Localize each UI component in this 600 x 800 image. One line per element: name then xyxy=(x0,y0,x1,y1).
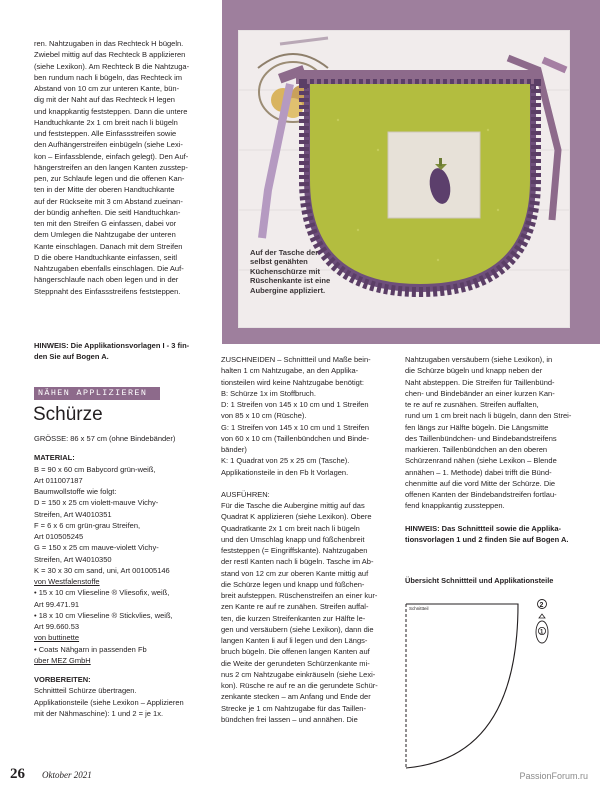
text-line: dem Umlegen die Nahtzugabe der unteren xyxy=(34,230,176,240)
text-line: fen längs zur Hälfte bügeln. Die Längsmitte xyxy=(405,422,549,432)
text-line: halten 1 cm Nahtzugabe, an den Applika- xyxy=(221,366,359,376)
text-line: ben rundum nach li bügeln, das Rechteck im xyxy=(34,72,183,82)
text-line: rund um 1 cm breit nach li bügeln, dann den Strei- xyxy=(405,411,572,421)
text-line: dig mit der Naht auf das Rechteck H legen xyxy=(34,95,175,105)
text-line: B: Schürze 1x im Stoffbruch. xyxy=(221,388,316,398)
text-line: und feststeppen. Alle Einfassstreifen sowie xyxy=(34,129,177,138)
issue-date: Oktober 2021 xyxy=(42,770,92,780)
text-line: ten, die kurzen Streifenkanten zur Hälfte le- xyxy=(221,613,366,623)
instructions-column xyxy=(221,354,399,725)
pattern-overview xyxy=(400,590,596,784)
text-line: Kante einschlagen. Danach mit dem Streifen xyxy=(34,241,183,251)
text-line: Quadrat K applizieren (siehe Lexikon). Obere xyxy=(221,512,372,522)
text-line: Nahtzugaben versäubern (siehe Lexikon), in xyxy=(405,355,553,364)
material-line: Art 010505245 xyxy=(34,532,84,541)
material-line: B = 90 x 60 cm Babycord grün-weiß, xyxy=(34,464,156,474)
text-line: die Schürze bügeln und knapp neben der xyxy=(405,366,543,376)
text-line: te re auf re zusnähen. Streifen auffalten, xyxy=(405,400,539,409)
schema-part-label: Schnittteil xyxy=(409,606,429,611)
text-line: von 60 x 10 cm (Taillenbündchen und Binde- xyxy=(221,433,370,443)
text-line: bruch bügeln. Die offenen langen Kanten auf xyxy=(221,647,370,657)
material-line: Art 011007187 xyxy=(34,475,83,485)
text-line: Naht absteppen. Die Streifen für Taillenbünd- xyxy=(405,377,555,387)
photo-caption xyxy=(250,248,372,295)
text-line: der bündig anheften. Die seitl Handtuchkan- xyxy=(34,207,181,217)
material-line: • 15 x 10 cm Vlieseline ® Vliesofix, weiß, xyxy=(34,588,170,598)
text-line: der restl Kanten nach li bügeln. Tasche im Ab- xyxy=(221,557,374,567)
text-line: kon – Einfassblende, einfach gelegt). Den Auf- xyxy=(34,151,189,161)
schema-title: Übersicht Schnittteil und Applikationsteile xyxy=(405,576,554,585)
material-line: • 18 x 10 cm Vlieseline ® Stickvlies, weiß, xyxy=(34,610,173,620)
watermark: PassionForum.ru xyxy=(519,771,588,781)
text-line: auf der Rückseite mit 3 cm Abstand zueinan- xyxy=(34,196,183,206)
material-line: G = 150 x 25 cm mauve-violett Vichy- xyxy=(34,543,159,553)
hint-line: tionsvorlagen 1 und 2 finden Sie auf Bogen A. xyxy=(405,534,569,544)
text-line: K: 1 Quadrat von 25 x 25 cm (Tasche). xyxy=(221,456,350,466)
text-line: D: 1 Streifen von 145 x 10 cm und 1 Streifen xyxy=(221,400,369,409)
hint-line: den Sie auf Bogen A. xyxy=(34,352,109,362)
text-line: Applikationsteile in den Fb lt Vorlagen. xyxy=(221,467,349,477)
instructions-column-end xyxy=(405,354,585,545)
text-line: tionsteilen wird keine Nahtzugabe benötigt: xyxy=(221,377,365,387)
text-line: Schürzenrand nähen (siehe Lexikon – Blende xyxy=(405,456,557,466)
material-line: Applikationsteile (siehe Lexikon – Applizieren xyxy=(34,697,184,707)
material-line: D = 150 x 25 cm violett-mauve Vichy- xyxy=(34,498,159,508)
text-line: breit aufsteppen. Rüschenstreifen an einer kur- xyxy=(221,591,378,600)
text-line: und knappkantig feststeppen. Dann die untere xyxy=(34,106,188,116)
material-line xyxy=(34,444,218,452)
material-line: K = 30 x 30 cm sand, uni, Art 001005146 xyxy=(34,565,170,575)
text-line: Strecke je 1 cm Nahtzugabe für das Taillen- xyxy=(221,703,366,713)
text-line: zenkante stecken – am Anfang und Ende der xyxy=(221,692,371,702)
text-line: ZUSCHNEIDEN – Schnittteil und Maße bein- xyxy=(221,355,371,364)
material-line: von Westfalenstoffe xyxy=(34,577,100,586)
material-line: Streifen, Art W4010351 xyxy=(34,509,112,519)
text-line: ren. Nahtzugaben in das Rechteck H bügeln. xyxy=(34,39,184,48)
hint-line: HINWEIS: Die Applikationsvorlagen I - 3 fin- xyxy=(34,341,190,350)
text-line: Steppnaht des Einfassstreifens feststeppen. xyxy=(34,286,181,296)
text-line: chen- und Bindebänder an einer kurzen Kan- xyxy=(405,388,555,398)
hint-line: HINWEIS: Das Schnittteil sowie die Applika- xyxy=(405,523,561,533)
instructions-lines xyxy=(405,354,585,512)
material-line xyxy=(34,666,218,674)
text-line: D die obere Handtuchkante einfassen, seitl xyxy=(34,252,178,262)
text-line: nus 2 cm Nahtzugabe einkräuseln (siehe Lexi- xyxy=(221,669,376,679)
material-line: Art 99.660.53 xyxy=(34,622,80,631)
text-line: AUSFÜHREN: xyxy=(221,489,270,499)
text-line: langen Kanten li auf li legen und den Längs- xyxy=(221,636,368,645)
text-line: die Schürze legen und knapp und füßchen- xyxy=(221,579,365,589)
section-tag: NÄHEN APPLIZIEREN xyxy=(34,387,160,400)
caption-line: selbst genähten xyxy=(250,257,308,267)
material-line: GRÖSSE: 86 x 57 cm (ohne Bindebänder) xyxy=(34,434,176,443)
text-line: (siehe Lexikon). Am Rechteck B die Nahtzuga- xyxy=(34,61,190,71)
material-line: Baumwollstoffe wie folgt: xyxy=(34,487,117,496)
text-line: Quadratkante 2x 1 cm breit nach li bügeln xyxy=(221,523,360,533)
caption-line: Auf der Tasche der xyxy=(250,248,319,257)
text-line: den Aufhängerstreifen einbügeln (siehe Lexi- xyxy=(34,140,183,150)
text-line: Handtuchkante 2x 1 cm breit nach li bügeln xyxy=(34,117,178,127)
text-line xyxy=(221,478,399,489)
text-line: feststeppen (= Eingriffskante). Nahtzugaben xyxy=(221,546,368,555)
caption-line: Rüschenkante ist eine xyxy=(250,276,331,286)
page-number: 26 xyxy=(10,766,25,782)
text-line: ten mit den Streifen G einfassen, dabei vor xyxy=(34,219,177,228)
text-line: hängerstreifen an den langen Kanten zusstep- xyxy=(34,162,188,172)
text-line: von 85 x 10 cm (Rüsche). xyxy=(221,411,307,421)
text-line: ten in der Mitte der oberen Handtuchkante xyxy=(34,185,175,195)
text-line: kon). Rüsche re auf re an die gerundete Schür- xyxy=(221,681,378,690)
material-line: Schnittteil Schürze übertragen. xyxy=(34,686,137,696)
text-line: stand von 12 cm zur oberen Kante mittig auf xyxy=(221,568,369,578)
text-line: bänder) xyxy=(221,445,247,454)
caption-line: Aubergine appliziert. xyxy=(250,285,326,295)
text-line: die Weite der gerundeten Schürzenkante mi- xyxy=(221,658,370,668)
schema-eggplant-icon xyxy=(536,600,548,644)
text-line: chenmitte auf die vord Mitte der Schürze. Die xyxy=(405,478,556,488)
text-line: hängerschlaufe nach oben legen und in der xyxy=(34,275,179,285)
text-line: Zwiebel mittig auf das Rechteck B applizieren xyxy=(34,50,186,60)
caption-line: Küchenschürze mit xyxy=(250,266,321,276)
hint-applikation-a xyxy=(34,340,224,363)
material-line: Streifen, Art W4010350 xyxy=(34,554,112,564)
material-line: Art 99.471.91 xyxy=(34,599,80,609)
material-line: von buttinette xyxy=(34,633,80,643)
text-line: annähen – 1. Methode) dabei trifft die Bünd- xyxy=(405,467,552,477)
text-line: offenen Kanten der Bindebandstreifen fortlau- xyxy=(405,490,557,499)
schema-mark-2: 2 xyxy=(539,602,544,609)
text-line: pen, zur Schlaufe legen und die offenen Kan- xyxy=(34,174,185,183)
section-title: Schürze xyxy=(33,404,103,425)
material-line: MATERIAL: xyxy=(34,453,75,463)
text-line: Abstand von 10 cm zur unteren Kante, bün- xyxy=(34,84,180,93)
text-line: zen Kante re auf re zunähen. Streifen auffal- xyxy=(221,602,369,612)
text-line: Nahtzugaben ebenfalls einschlagen. Die Auf- xyxy=(34,264,184,273)
material-line: • Coats Nähgarn in passenden Fb xyxy=(34,644,147,654)
material-line: über MEZ GmbH xyxy=(34,655,91,665)
material-line: F = 6 x 6 cm grün-grau Streifen, xyxy=(34,520,141,530)
text-line: Für die Tasche die Aubergine mittig auf das xyxy=(221,501,365,510)
text-line: und den Umschlag knapp und füßchenbreit xyxy=(221,534,365,544)
text-column-a xyxy=(34,38,214,297)
text-line: des Taillenbündchen- und Bindebandstreifens xyxy=(405,433,557,443)
schema-mark-1: 1 xyxy=(540,629,544,636)
text-line: bündchen frei lassen – und annähen. Die xyxy=(221,714,358,724)
text-line: G: 1 Streifen von 145 x 10 cm und 1 Streifen xyxy=(221,422,370,432)
text-line: fend knappkantig zussteppen. xyxy=(405,501,505,511)
text-line: markieren. Taillenbündchen an den oberen xyxy=(405,445,548,454)
hint-schnittteil xyxy=(405,523,585,546)
material-line: VORBEREITEN: xyxy=(34,675,91,684)
text-line: gen und versäubern (siehe Lexikon), dann die xyxy=(221,624,374,634)
material-line: mit der Nähmaschine): 1 und 2 = je 1x. xyxy=(34,708,164,718)
materials-column xyxy=(34,433,218,719)
